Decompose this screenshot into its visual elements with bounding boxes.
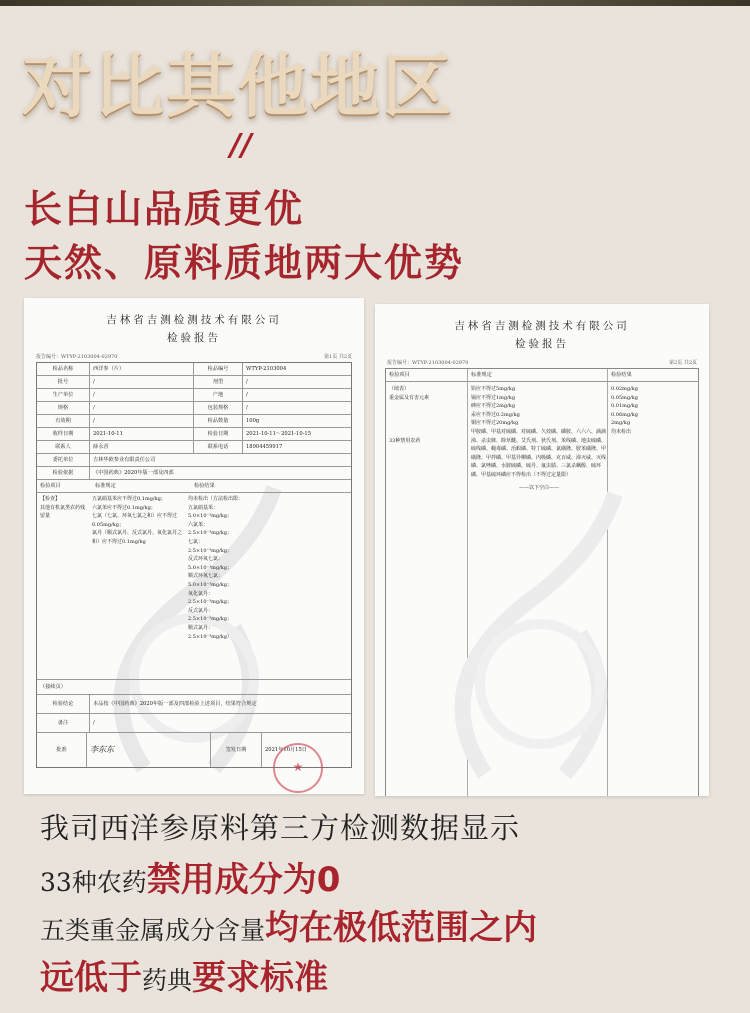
table-row [37,402,351,415]
issue-label: 签发日期 [211,733,262,767]
cell-value: / [90,376,194,388]
standard-col [468,382,608,796]
approve-label: 批准 [37,733,87,767]
cell-label: 检验日期 [194,428,243,440]
report-page: 第2页 共2页 [669,360,697,366]
report-company: 吉林省吉测检测技术有限公司 [106,314,282,326]
summary-text: 药典 [142,966,193,995]
conclusion-value: 本品按《中国药典》2020年版一部及四部检验上述项目，结果符合规定 [93,701,257,707]
report-number: 报告编号：WTYP-2103004-02970 [387,360,469,366]
cell-value: / [90,402,194,414]
summary-text: 五类重金属成分含量 [40,916,266,945]
header-result: 检验结果 [611,372,632,378]
report-title: 检验报告 [515,338,569,350]
cell-label: 批号 [37,376,90,388]
red-stamp: ★ [273,743,323,793]
cell-label: 委托单位 [37,454,90,466]
report-meta [387,359,697,366]
cell-value: 100g [246,418,260,424]
cell-label: 检验依据 [37,467,90,479]
results-header [386,369,698,382]
result-text: 0.02mg/kg 0.05mg/kg 0.01mg/kg 0.06mg/kg 2mg/kg 均未检出 [611,386,638,435]
table-row [37,363,351,376]
conclusion-label: 检验结论 [37,695,90,713]
cell-value: 吉林华欧参业有限责任公司 [93,457,156,463]
cell-value: 2021-10-11～2021-10-15 [246,431,312,437]
cell-value: / [246,405,248,411]
end-note: ——以下空白—— [518,484,559,491]
summary-emphasis: 要求标准 [192,958,329,998]
cell-value: 西洋参（片） [90,363,194,375]
cell-label: 检品编号 [194,363,243,375]
header-item: 检验项目 [40,483,61,489]
table-row [37,467,351,480]
summary-emphasis: 远低于 [40,958,142,998]
cell-value: / [246,392,248,398]
cell-value: WTYP-2103004 [246,366,287,372]
remark-row [37,714,351,733]
report-page-2 [375,304,709,796]
cell-label: 产地 [194,389,243,401]
report-table [385,368,699,796]
cell-value: 《中国药典》2020年版一部及四部 [93,470,174,476]
top-decor-strip [0,0,750,6]
subheadline-2: 天然、原料质地两大优势 [24,240,465,285]
header-result: 检验结果 [194,483,215,489]
report-table [36,362,352,774]
cell-value: / [246,379,248,385]
cell-label: 有效期 [37,415,90,427]
header-standard: 标准规定 [468,369,608,381]
summary-line-1: 我司西洋参原料第三方检测数据显示 [40,811,521,845]
headline: 对比其他地区 [22,45,454,127]
report-company: 吉林省吉测检测技术有限公司 [454,320,630,332]
items-text: （续表） 重金属及有害元素 33种禁用农药 [386,382,468,796]
result-text: 均未检出（方法检出限： 五氯硝基苯： 5.0×10⁻³mg/kg； 六氯苯： 2.5×10⁻³mg/kg； 七氯： 2.5×10⁻³mg/kg； 反式环氧七氯： 5.0×10⁻³mg/kg； 顺式环氧七氯： 5.0×10⁻³mg/kg； 氧化氯丹： 2.5×10⁻³mg/kg； 反式氯丹： 2.5×10⁻³mg/kg； 顺式氯丹： 2.5×10⁻³mg/kg） [188,496,244,640]
summary-line-4 [40,950,328,999]
conclusion-row [37,695,351,714]
summary-line-3 [40,900,537,949]
items-text: 【检查】 其他有机氯类农药残留量 [40,496,86,520]
report-page-1 [24,298,364,794]
table-row [37,389,351,402]
cell-label: 检品数量 [194,415,243,427]
standard-text: 铅应不得过5mg/kg 镉应不得过1mg/kg 砷应不得过2mg/kg 汞应不得过0.2mg/kg 铜应不得过20mg/kg 甲胺磷、甲基对硫磷、对硫磷、久效磷、磷胺、六六六、滴滴涕、杀虫脒、除草醚、艾氏剂、狄氏剂、苯线磷、地虫硫磷、硫线磷、蝇毒磷、治螟磷、特丁硫磷、氯磺隆、胺苯磺隆、甲磺隆、甲拌磷、甲基异柳磷、内吸磷、克百威、涕灭威、灭线磷、氯唑磷、水胺硫磷、硫丹、氟虫腈、三氯杀螨醇、硫环磷、甲基硫环磷应不得检出（不得过定量限） [471,386,607,478]
cell-label: 包装规格 [194,402,243,414]
report-number: 报告编号：WTYP-2103004-02970 [36,354,118,360]
cell-label: 规格 [37,402,90,414]
summary-text: 33种农药 [40,868,147,897]
cell-label: 检品名称 [37,363,90,375]
summary-emphasis: 禁用成分为0 [146,860,341,900]
table-row [37,376,351,389]
header-standard: 标准规定 [95,483,116,489]
cell-value: 18904459917 [246,444,283,450]
results-body [386,382,698,796]
cell-label: 联系人 [37,441,90,453]
results-body [37,493,351,680]
remark-value: / [93,720,95,726]
cell-label: 生产单位 [37,389,90,401]
summary-line-2 [40,852,340,901]
cell-value: / [90,389,194,401]
cell-label: 收样日期 [37,428,90,440]
remark-label: 备注 [37,714,90,732]
table-row [37,415,351,428]
table-row [37,428,351,441]
report-meta [36,353,352,360]
summary-emphasis: 均在极低范围之内 [265,908,538,948]
cell-label: 剂型 [194,376,243,388]
cell-label: 联系电话 [194,441,243,453]
continue-row [37,680,351,695]
slash-decor: // [230,128,252,163]
cell-value: 薛永香 [90,441,194,453]
cell-value: 2021-10-11 [90,428,194,440]
table-row [37,441,351,454]
header-item: 检验项目 [386,369,468,381]
cell-value: / [90,415,194,427]
issue-date: 2021年10月15日 [265,747,307,753]
results-header [37,480,351,493]
report-page: 第1页 共2页 [324,354,352,360]
standard-text: 五氯硝基苯应不得过0.1mg/kg； 六氯苯应不得过0.1mg/kg； 七氯（七氯、环氧七氯之和）应不得过0.05mg/kg； 氯丹（顺式氯丹、反式氯丹、氧化氯丹之和）应不得过0.1mg/kg [92,496,183,545]
report-title: 检验报告 [167,332,221,344]
continue-note: （接续页） [40,684,66,690]
subheadline-1: 长白山品质更优 [24,186,305,231]
approve-signature: 李东东 [87,733,211,767]
table-row [37,454,351,467]
